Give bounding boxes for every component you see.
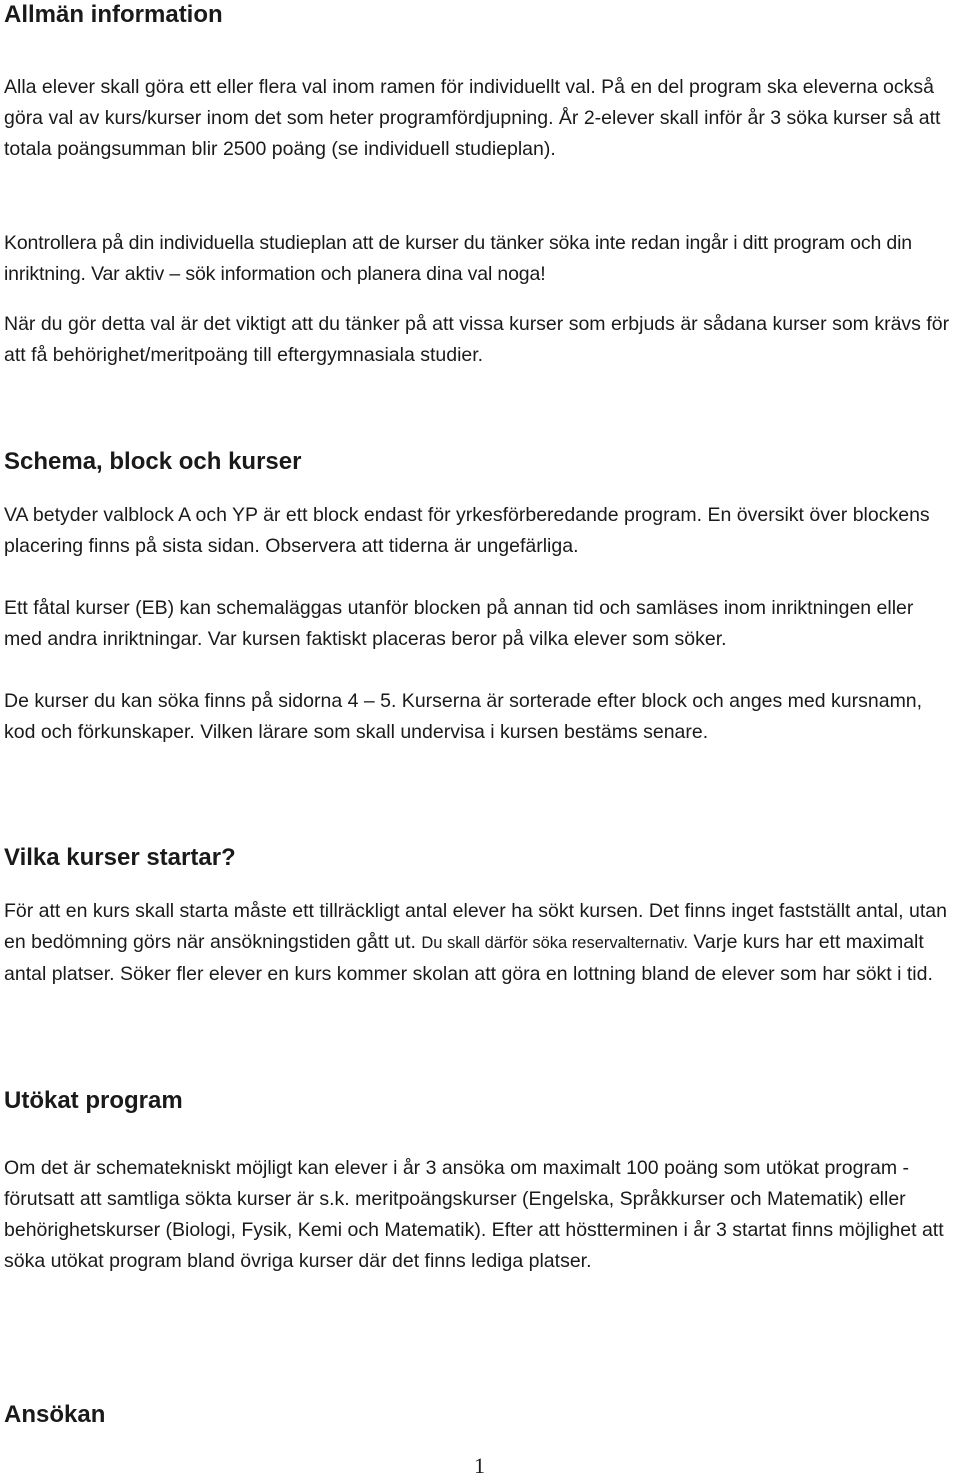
paragraph-schema-1: VA betyder valblock A och YP är ett block endast för yrkesförberedande program. En översikt över blockens placering finns på sista sidan. Observera att tiderna är ungefärliga. bbox=[4, 504, 930, 557]
paragraph-vilka-1-part-c: Varje kurs har ett maximalt antal platser. Söker fler elever en kurs kommer skolan att göra en lottning bland de elever som har sökt i tid. bbox=[4, 931, 933, 985]
paragraph-allman-1: Alla elever skall göra ett eller flera val inom ramen för individuellt val. På en del program ska eleverna också göra val av kurs/kurser inom det som heter programfördjupning. År 2-elever skall inför år 3 söka kurser så att totala poängsumman blir 2500 poäng (se individuell studieplan). bbox=[4, 76, 941, 160]
heading-ansokan: Ansökan bbox=[4, 1401, 106, 1428]
paragraph-vilka-1-part-a: För att en kurs skall starta måste ett tillräckligt antal elever ha sökt kursen. Det finns inget fastställt antal, utan en bedömning görs när ansökningstiden gått ut. bbox=[4, 900, 947, 953]
heading-allman-information: Allmän information bbox=[4, 1, 223, 28]
heading-vilka-kurser-startar: Vilka kurser startar? bbox=[4, 844, 236, 871]
paragraph-vilka-1 bbox=[4, 896, 954, 990]
paragraph-vilka-1-part-b: Du skall därför söka reservalternativ. bbox=[421, 934, 688, 952]
paragraph-allman-3: När du gör detta val är det viktigt att du tänker på att vissa kurser som erbjuds är sådana kurser som krävs för att få behörighet/meritpoäng till eftergymnasiala studier. bbox=[4, 313, 950, 366]
heading-utokat-program: Utökat program bbox=[4, 1087, 183, 1114]
paragraph-allman-2: Kontrollera på din individuella studieplan att de kurser du tänker söka inte redan ingår i ditt program och din inriktning. Var aktiv – sök information och planera dina val noga! bbox=[4, 232, 912, 285]
paragraph-schema-3: De kurser du kan söka finns på sidorna 4 – 5. Kurserna är sorterade efter block och anges med kursnamn, kod och förkunskaper. Vilken lärare som skall undervisa i kursen bestäms senare. bbox=[4, 690, 923, 743]
paragraph-utokat-1: Om det är schematekniskt möjligt kan elever i år 3 ansöka om maximalt 100 poäng som utökat program - förutsatt att samtliga sökta kurser är s.k. meritpoängskurser (Engelska, Språkkurser och Matematik) eller behörighetskurser (Biologi, Fysik, Kemi och Matematik). Efter att höstterminen i år 3 startat finns möjlighet att söka utökat program bland övriga kurser där det finns lediga platser. bbox=[4, 1157, 944, 1272]
page-number: 1 bbox=[474, 1453, 485, 1478]
paragraph-schema-2: Ett fåtal kurser (EB) kan schemaläggas utanför blocken på annan tid och samläses inom inriktningen eller med andra inriktningar. Var kursen faktiskt placeras beror på vilka elever som söker. bbox=[4, 597, 914, 650]
heading-schema-block-kurser: Schema, block och kurser bbox=[4, 448, 302, 475]
